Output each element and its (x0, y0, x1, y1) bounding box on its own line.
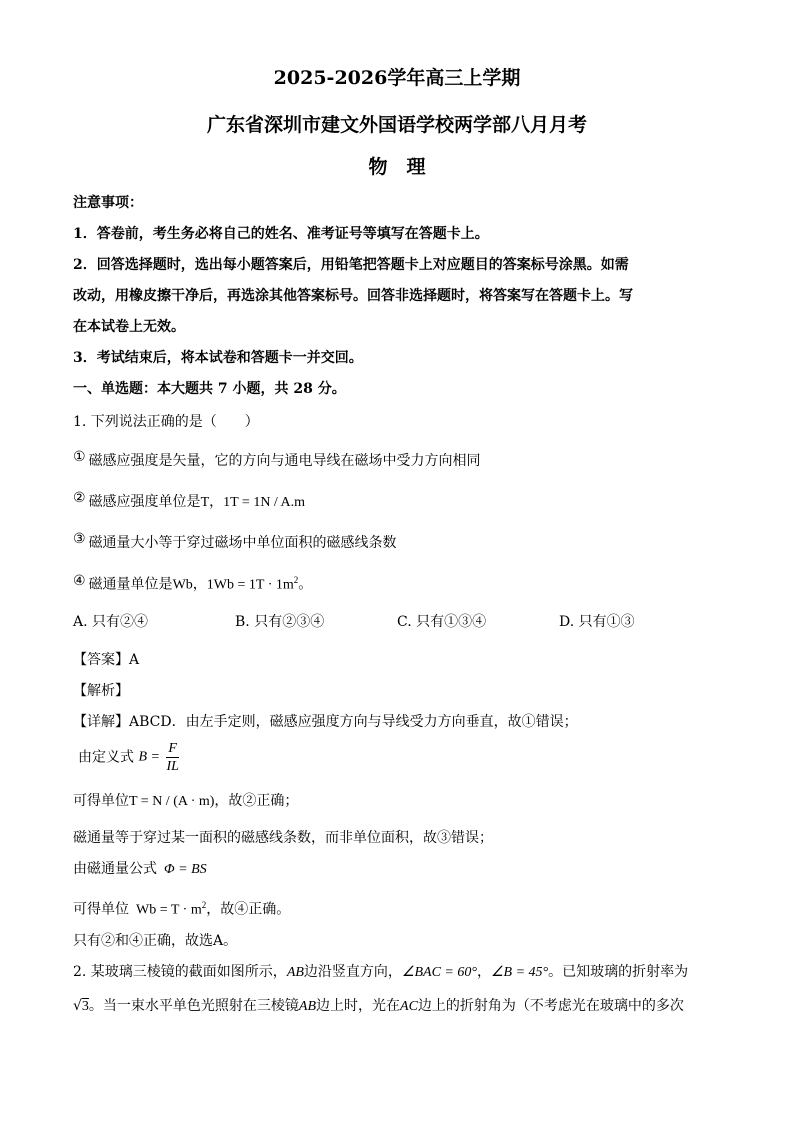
flux-formula-text: 由磁通量公式 (73, 861, 157, 877)
q1-statement-3 (73, 530, 397, 552)
answer-line: 【答案】A (73, 652, 140, 668)
notice-item-3: 3．考试结束后，将本试卷和答题卡一并交回。 (73, 350, 363, 366)
unit-derivation-formula: T = N / (A · m) (129, 794, 215, 809)
definition-lhs: B = (138, 749, 160, 765)
option-b: B. 只有②③④ (235, 614, 325, 630)
q2-edge-ab: AB (298, 999, 317, 1014)
unit-derivation-text: 可得单位 (73, 793, 129, 809)
option-a: A. 只有②④ (73, 614, 149, 630)
q2-text: 。当一束水平单色光照射在三棱镜 (88, 998, 299, 1014)
notice-item-2-line-2: 改动，用橡皮擦干净后，再选涂其他答案标号。回答非选择题时，将答案写在答题卡上。写 (73, 288, 633, 304)
q1-statement-1 (73, 448, 481, 470)
statement-text: 磁通量大小等于穿过磁场中单位面积的磁感线条数 (88, 535, 397, 551)
superscript: 2 (201, 900, 207, 910)
statement-marker: ① (73, 449, 86, 465)
fraction-numerator: F (168, 741, 177, 756)
section-heading: 一、单选题：本大题共 7 小题，共 28 分。 (73, 381, 346, 397)
flux-definition-line: 磁通量等于穿过某一面积的磁感线条数，而非单位面积，故③错误； (73, 830, 493, 846)
exam-year-title: 2025-2026学年高三上学期 (273, 67, 521, 89)
question-1-stem: 1. 下列说法正确的是（ ） (73, 414, 259, 430)
statement-text: 磁通量单位是 (88, 576, 173, 593)
q2-text: 。已知玻璃的折射率为 (548, 964, 689, 980)
flux-formula-line (73, 860, 207, 879)
definition-line (78, 740, 179, 775)
unit-formula: 1Wb = 1T · 1m (206, 577, 294, 593)
flux-unit-line (73, 896, 290, 920)
statement-marker: ② (73, 490, 86, 506)
statement-marker: ④ (73, 572, 86, 589)
q2-angle-b: ∠B = 45° (490, 965, 549, 980)
q2-text: 边上的折射角为（不考虑光在玻璃中的多次 (417, 998, 684, 1014)
notice-item-1: 1．答卷前，考生务必将自己的姓名、准考证号等填写在答题卡上。 (73, 226, 489, 242)
statement-text: 磁感应强度是矢量，它的方向与通电导线在磁场中受力方向相同 (88, 453, 481, 469)
notice-heading: 注意事项： (73, 195, 143, 211)
definition-text: 由定义式 (78, 749, 134, 766)
q2-text: 边沿竖直方向， (303, 964, 402, 980)
q1-statement-4 (73, 571, 312, 595)
flux-unit-formula: Wb = T · m (136, 902, 202, 918)
statement-marker: ③ (73, 531, 86, 547)
option-c: C. 只有①③④ (397, 614, 487, 630)
analysis-heading: 【解析】 (73, 683, 129, 699)
unit-derivation-end: ，故②正确； (214, 793, 299, 809)
q1-options (73, 613, 721, 631)
exam-school-title: 广东省深圳市建文外国语学校两学部八月月考 (206, 114, 587, 136)
notice-item-2-line-1: 2．回答选择题时，选出每小题答案后，用铅笔把答题卡上对应题目的答案标号涂黑。如需 (73, 257, 629, 273)
flux-unit-end: ，故④正确。 (206, 901, 291, 918)
fraction (166, 740, 179, 775)
unit-symbol: T (200, 495, 210, 510)
sqrt-value: 3 (81, 999, 89, 1014)
exam-subject-title: 物 理 (368, 156, 426, 178)
q2-text: 边上时，光在 (316, 998, 401, 1014)
statement-text: 磁感应强度单位是 (88, 494, 201, 510)
separator: ， (209, 494, 224, 510)
q2-edge-ab: AB (286, 965, 304, 980)
unit-derivation-line (73, 792, 298, 811)
q1-statement-2 (73, 489, 305, 512)
q2-angle-bac: ∠BAC = 60° (401, 965, 477, 980)
flux-unit-text: 可得单位 (73, 901, 129, 918)
conclusion-line: 只有②和④正确，故选A。 (73, 933, 238, 949)
unit-formula: 1T = 1N / A.m (223, 495, 306, 510)
superscript: 2 (293, 575, 299, 585)
question-2-line-2 (73, 997, 684, 1016)
q2-text: ， (476, 964, 491, 980)
option-d: D. 只有①③ (559, 614, 635, 630)
unit-symbol: Wb (172, 577, 193, 593)
question-2-line-1 (73, 963, 688, 982)
fraction-denominator: IL (166, 759, 179, 774)
sqrt-icon: √ (73, 998, 82, 1014)
q2-text: 2. 某玻璃三棱镜的截面如图所示， (73, 964, 287, 980)
q2-edge-ac: AC (400, 999, 418, 1014)
sentence-end: 。 (298, 576, 313, 593)
notice-item-2-line-3: 在本试卷上无效。 (73, 319, 185, 335)
separator: ， (192, 576, 207, 593)
flux-formula: Φ = BS (164, 862, 207, 877)
detail-line: 【详解】ABCD．由左手定则，磁感应强度方向与导线受力方向垂直，故①错误； (73, 714, 578, 730)
